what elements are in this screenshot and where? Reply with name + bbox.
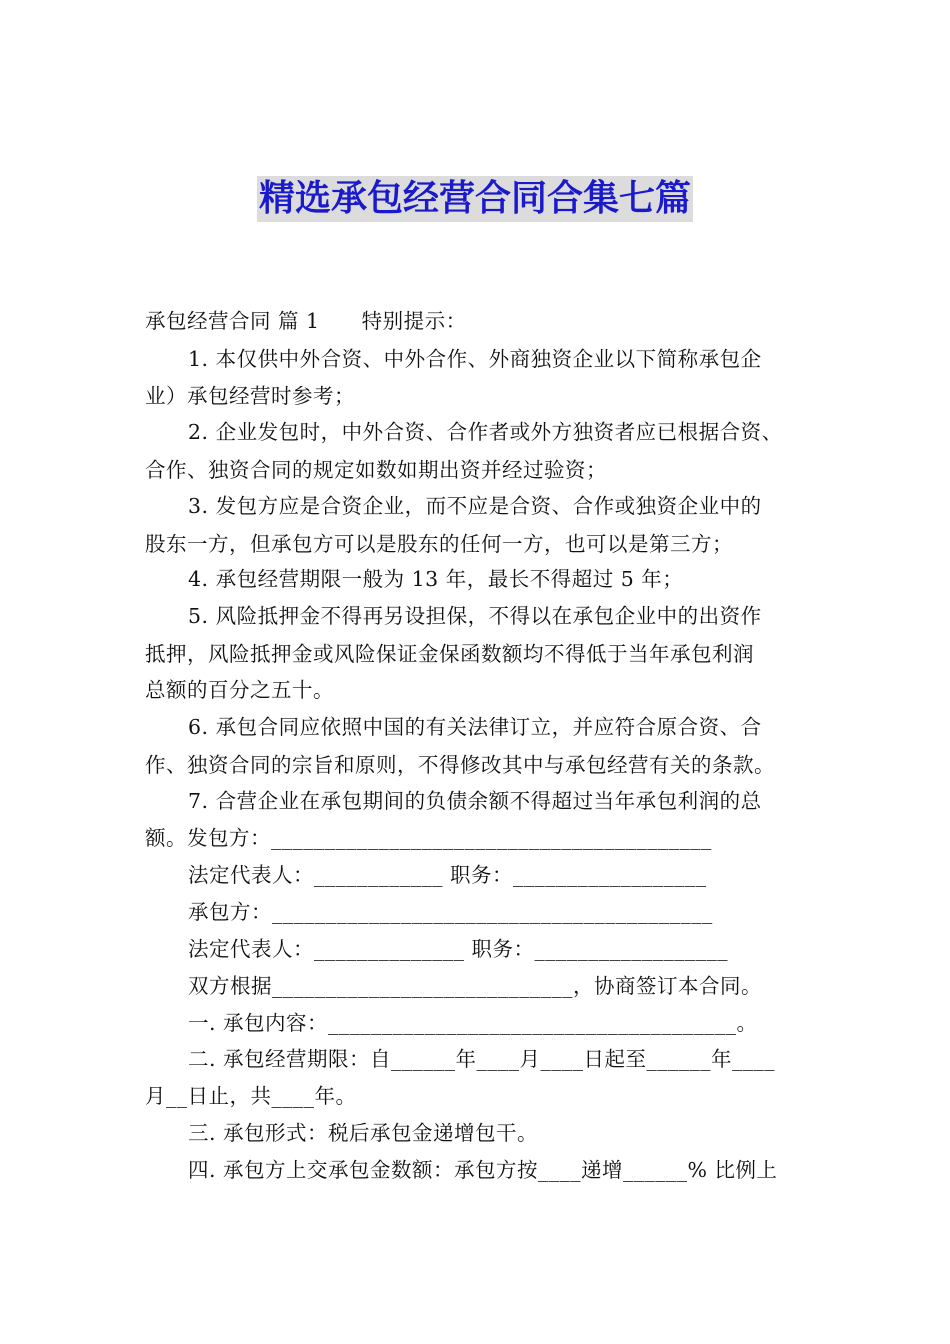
body-line: 4. 承包经营期限一般为 13 年，最长不得超过 5 年； (188, 567, 684, 591)
body-line: 三. 承包形式：税后承包金递增包干。 (188, 1121, 539, 1145)
body-line: 抵押，风险抵押金或风险保证金保函数额均不得低于当年承包利润 (145, 642, 754, 666)
body-line: 3. 发包方应是合资企业，而不应是合资、合作或独资企业中的 (188, 494, 762, 518)
body-line: 5. 风险抵押金不得再另设担保，不得以在承包企业中的出资作 (188, 604, 762, 628)
body-line: 承包经营合同 篇 1 特别提示： (145, 309, 467, 333)
body-line: 承包方：_________________________________________ (188, 900, 713, 924)
body-line: 二. 承包经营期限：自______年____月____日起至______年____ (188, 1047, 776, 1071)
body-line: 7. 合营企业在承包期间的负债余额不得超过当年承包利润的总 (188, 789, 762, 813)
body-line: 额。发包方：_________________________________________ (145, 826, 712, 850)
body-line: 双方根据____________________________，协商签订本合同。 (188, 974, 762, 998)
body-line: 作、独资合同的宗旨和原则，不得修改其中与承包经营有关的条款。 (145, 753, 775, 777)
body-line: 6. 承包合同应依照中国的有关法律订立，并应符合原合资、合 (188, 715, 762, 739)
body-line: 合作、独资合同的规定如数如期出资并经过验资； (145, 458, 607, 482)
body-line: 业）承包经营时参考； (145, 384, 355, 408)
body-line: 月__日止，共____年。 (145, 1084, 357, 1108)
body-line: 法定代表人：______________ 职务：__________________ (188, 937, 729, 961)
body-line: 股东一方，但承包方可以是股东的任何一方，也可以是第三方； (145, 532, 733, 556)
body-line: 一. 承包内容：______________________________________。 (188, 1011, 758, 1035)
body-line: 总额的百分之五十。 (145, 678, 334, 702)
title-block (0, 176, 950, 222)
document-title: 精选承包经营合同合集七篇 (257, 176, 693, 222)
body-line: 1. 本仅供中外合资、中外合作、外商独资企业以下简称承包企 (188, 347, 762, 371)
body-line: 2. 企业发包时，中外合资、合作者或外方独资者应已根据合资、 (188, 420, 783, 444)
body-line: 四. 承包方上交承包金数额：承包方按____递增______% 比例上 (188, 1158, 778, 1182)
body-line: 法定代表人：____________ 职务：__________________ (188, 863, 707, 887)
